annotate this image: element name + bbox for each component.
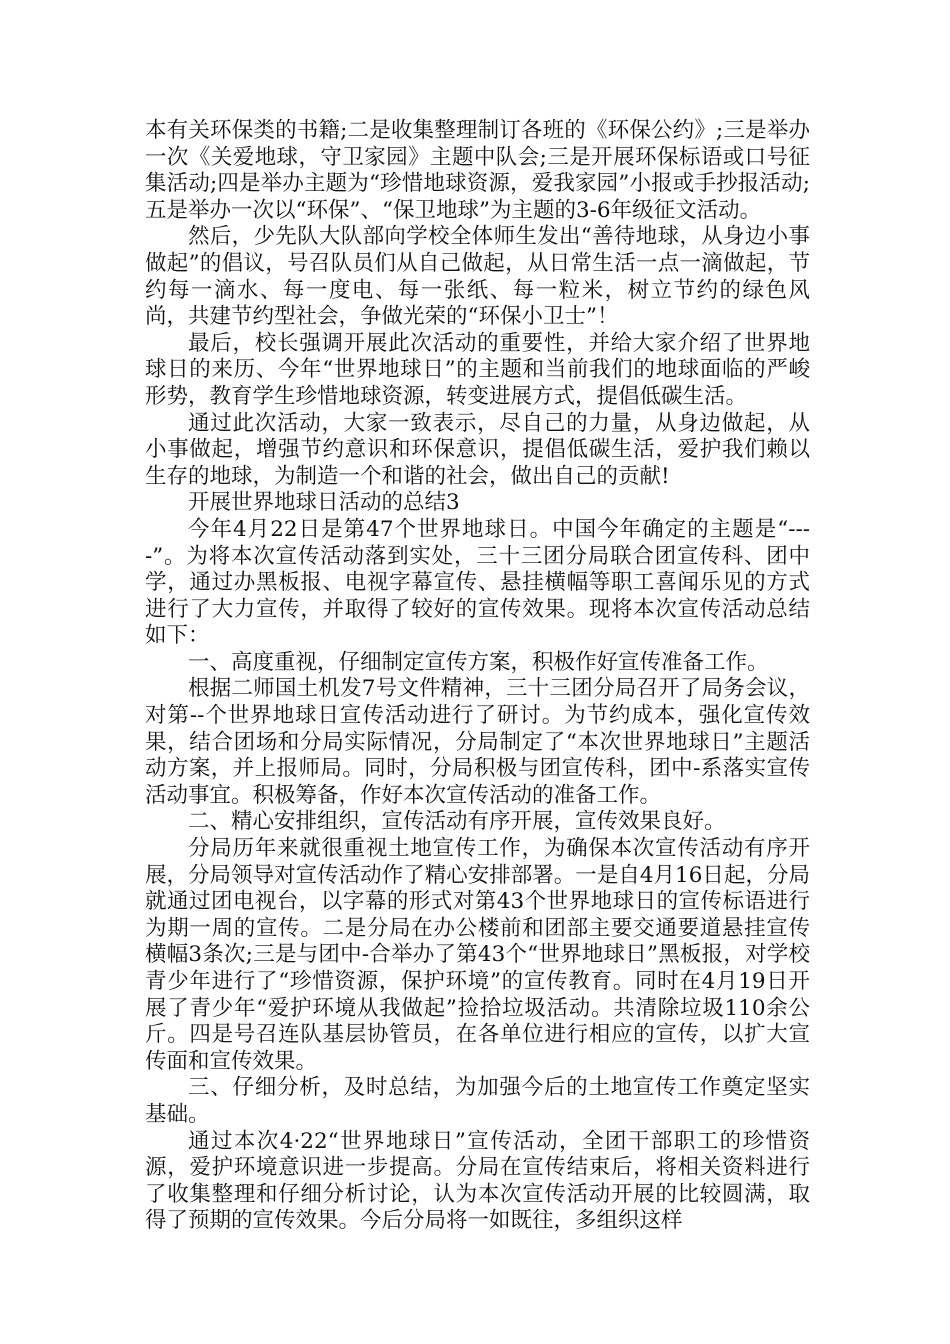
paragraph-8: 根据二师国土机发7号文件精神，三十三团分局召开了局务会议，对第--个世界地球日宣传活动进行了研讨。为节约成本，强化宣传效果，结合团场和分局实际情况，分局制定了“本次世界地球日”主题活动方案，并上报师局。同时，分局积极与团宣传科，团中-系落实宣传活动事宜。积极筹备，作好本次宣传活动的准备工作。	[145, 676, 810, 808]
subheading-3: 三、仔细分析，及时总结，为加强今后的土地宣传工作奠定坚实基础。	[145, 1075, 810, 1127]
document-page	[145, 118, 810, 1235]
paragraph-1: 本有关环保类的书籍;二是收集整理制订各班的《环保公约》;三是举办一次《关爱地球，守卫家园》主题中队会;三是开展环保标语或口号征集活动;四是举办主题为“珍惜地球资源，爱我家园”小报或手抄报活动;五是举办一次以“环保”、“保卫地球”为主题的3-6年级征文活动。	[145, 118, 810, 223]
paragraph-6: 今年4月22日是第47个世界地球日。中国今年确定的主题是“----”。为将本次宣传活动落到实处，三十三团分局联合团宣传科、团中学，通过办黑板报、电视字幕宣传、悬挂横幅等职工喜闻乐见的方式进行了大力宣传，并取得了较好的宣传效果。现将本次宣传活动总结如下：	[145, 516, 810, 649]
subheading-2: 二、精心安排组织，宣传活动有序开展，宣传效果良好。	[188, 809, 726, 835]
subheading-1: 一、高度重视，仔细制定宣传方案，积极作好宣传准备工作。	[188, 649, 769, 675]
paragraph-12: 通过本次4·22“世界地球日”宣传活动，全团干部职工的珍惜资源，爱护环境意识进一步提高。分局在宣传结束后，将相关资料进行了收集整理和仔细分析讨论，认为本次宣传活动开展的比较圆满，取得了预期的宣传效果。今后分局将一如既往，多组织这样	[145, 1128, 810, 1234]
paragraph-3: 最后，校长强调开展此次活动的重要性，并给大家介绍了世界地球日的来历、今年“世界地球日”的主题和当前我们的地球面临的严峻形势，教育学生珍惜地球资源，转变进展方式，提倡低碳生活。	[145, 330, 810, 409]
paragraph-2: 然后，少先队大队部向学校全体师生发出“善待地球，从身边小事做起”的倡议，号召队员们从自己做起，从日常生活一点一滴做起，节约每一滴水、每一度电、每一张纸、每一粒米，树立节约的绿色风尚，共建节约型社会，争做光荣的“环保小卫士”！	[145, 224, 810, 330]
paragraph-4: 通过此次活动，大家一致表示，尽自己的力量，从身边做起，从小事做起，增强节约意识和环保意识，提倡低碳生活，爱护我们赖以生存的地球，为制造一个和谐的社会，做出自己的贡献!	[145, 410, 810, 489]
paragraph-10: 分局历年来就很重视土地宣传工作，为确保本次宣传活动有序开展，分局领导对宣传活动作了精心安排部署。一是自4月16日起，分局就通过团电视台，以字幕的形式对第43个世界地球日的宣传标语进行为期一周的宣传。二是分局在办公楼前和团部主要交通要道悬挂宣传横幅3条次;三是与团中-合举办了第43个“世界地球日”黑板报，对学校青少年进行了“珍惜资源，保护环境”的宣传教育。同时在4月19日开展了青少年“爱护环境从我做起”捡拾垃圾活动。共清除垃圾110余公斤。四是号召连队基层协管员，在各单位进行相应的宣传，以扩大宣传面和宣传效果。	[145, 836, 810, 1074]
section-heading-3: 开展世界地球日活动的总结3	[188, 490, 460, 516]
